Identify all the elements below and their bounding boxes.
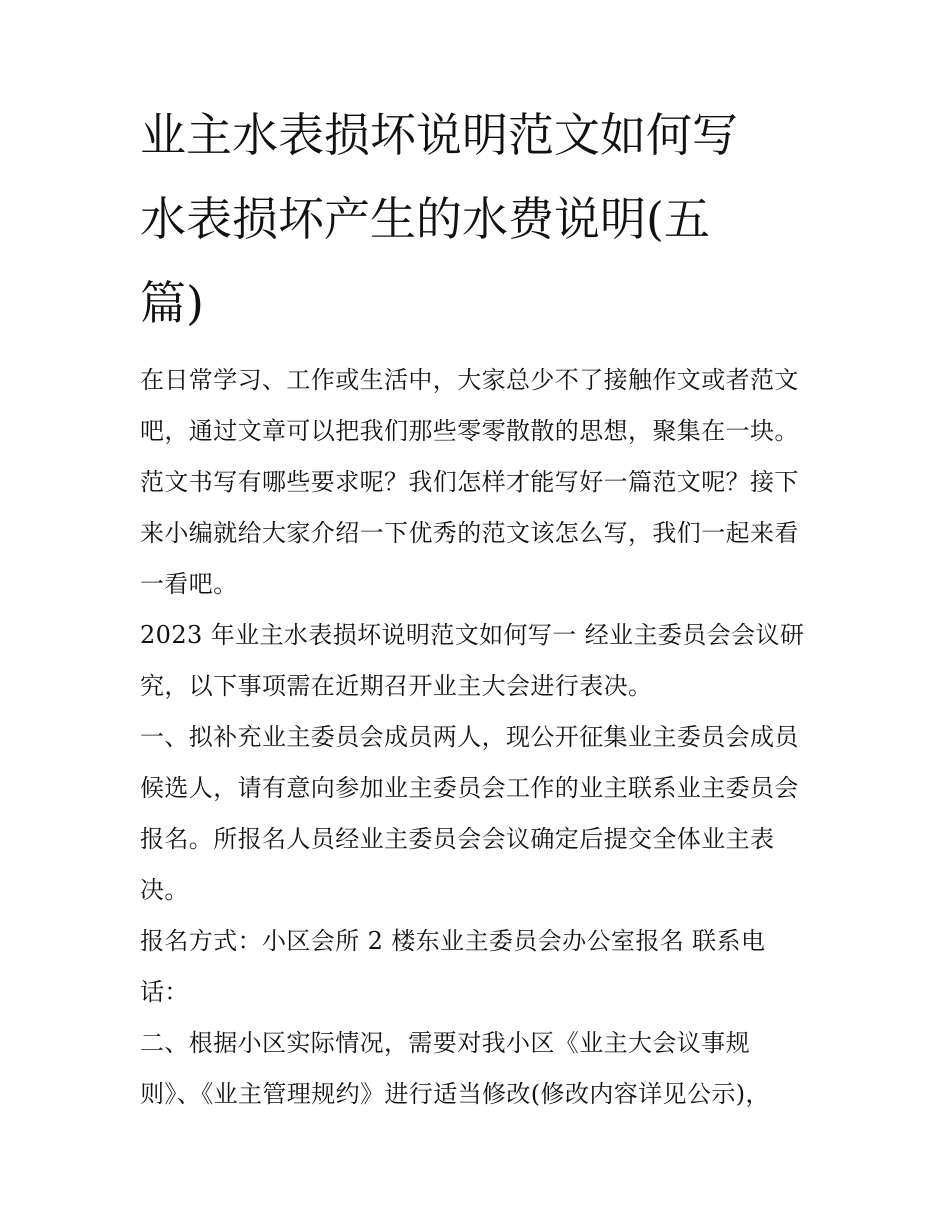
body-line: 一看吧。	[140, 570, 238, 598]
body-line: 二、根据小区实际情况，需要对我小区《业主大会议事规	[140, 1029, 750, 1057]
body-line: 究，以下事项需在近期召开业主大会进行表决。	[140, 672, 653, 700]
title-line: 篇)	[140, 276, 204, 330]
body-line: 范文书写有哪些要求呢？我们怎样才能写好一篇范文呢？接下	[140, 468, 799, 496]
document-title	[140, 108, 840, 364]
body-line: 报名。所报名人员经业主委员会会议确定后提交全体业主表	[140, 825, 775, 853]
body-line: 2023 年业主水表损坏说明范文如何写一 经业主委员会会议研	[140, 621, 805, 649]
title-line: 业主水表损坏说明范文如何写	[140, 108, 738, 162]
body-line: 决。	[140, 876, 189, 904]
body-line: 则》、《业主管理规约》进行适当修改(修改内容详见公示)，	[140, 1080, 770, 1108]
body-line: 在日常学习、工作或生活中，大家总少不了接触作文或者范文	[140, 366, 799, 394]
body-line: 候选人，请有意向参加业主委员会工作的业主联系业主委员会	[140, 774, 799, 802]
body-line: 报名方式：小区会所 2 楼东业主委员会办公室报名 联系电	[140, 927, 766, 955]
body-line: 吧，通过文章可以把我们那些零零散散的思想，聚集在一块。	[140, 417, 799, 445]
title-line: 水表损坏产生的水费说明(五	[140, 192, 710, 246]
body-line: 话：	[140, 978, 189, 1006]
document-body	[140, 355, 830, 1120]
body-line: 来小编就给大家介绍一下优秀的范文该怎么写，我们一起来看	[140, 519, 799, 547]
body-line: 一、拟补充业主委员会成员两人，现公开征集业主委员会成员	[140, 723, 799, 751]
